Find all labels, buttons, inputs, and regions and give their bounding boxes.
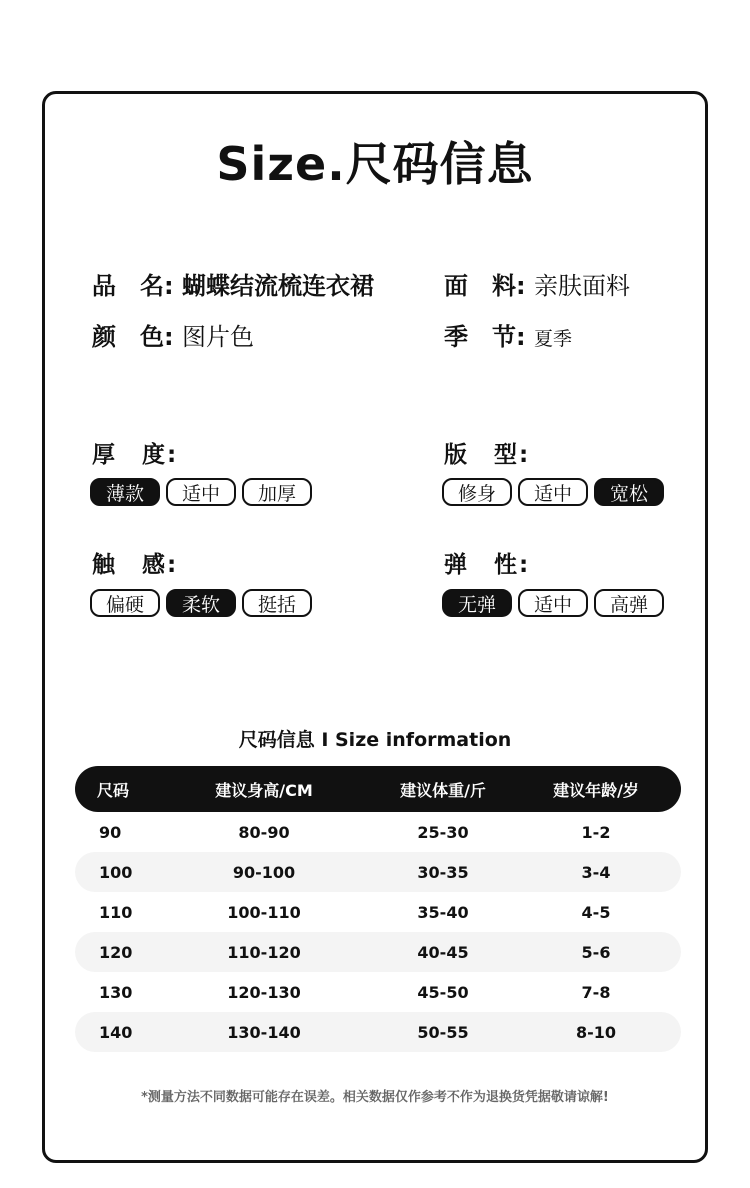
cell-size: 130 [99, 982, 133, 1002]
info-season-row [444, 317, 572, 352]
cell-weight: 25-30 [417, 822, 469, 842]
size-section-title: 尺码信息 I Size information [238, 729, 512, 751]
touch-option: 柔软 [166, 589, 236, 617]
color-value: 图片色 [181, 323, 254, 351]
info-color-row [92, 317, 254, 352]
table-row [75, 932, 681, 972]
info-name-row [92, 266, 374, 301]
cell-weight: 30-35 [417, 862, 469, 882]
cell-age: 1-2 [581, 822, 611, 842]
thickness-label: 厚 度: [92, 442, 179, 468]
cell-height: 80-90 [238, 822, 290, 842]
cell-age: 4-5 [581, 902, 611, 922]
table-row [75, 972, 681, 1012]
fabric-label: 面 料: [444, 272, 526, 300]
color-label: 颜 色: [92, 323, 174, 351]
cell-age: 3-4 [581, 862, 611, 882]
fit-option: 修身 [442, 478, 512, 506]
table-row [75, 892, 681, 932]
touch-option: 挺括 [242, 589, 312, 617]
header-height: 建议身高/CM [215, 780, 313, 800]
fit-options [442, 478, 664, 506]
fit-option: 适中 [518, 478, 588, 506]
cell-weight: 50-55 [417, 1022, 469, 1042]
cell-weight: 35-40 [417, 902, 469, 922]
season-label: 季 节: [444, 323, 526, 351]
touch-option: 偏硬 [90, 589, 160, 617]
cell-size: 120 [99, 942, 133, 962]
thickness-option: 薄款 [90, 478, 160, 506]
header-weight: 建议体重/斤 [400, 780, 486, 800]
page-title: Size.尺码信息 [216, 137, 534, 191]
elasticity-option: 适中 [518, 589, 588, 617]
elasticity-label: 弹 性: [444, 552, 531, 578]
cell-age: 5-6 [581, 942, 611, 962]
disclaimer-note: *测量方法不同数据可能存在误差。相关数据仅作参考不作为退换货凭据敬请谅解! [141, 1090, 609, 1105]
cell-size: 110 [99, 902, 133, 922]
thickness-option: 适中 [166, 478, 236, 506]
cell-height: 90-100 [232, 862, 296, 882]
touch-label: 触 感: [92, 552, 179, 578]
fit-label: 版 型: [444, 442, 531, 468]
elasticity-option: 无弹 [442, 589, 512, 617]
cell-size: 90 [99, 822, 122, 842]
cell-size: 100 [99, 862, 133, 882]
elasticity-options [442, 589, 664, 617]
elasticity-option: 高弹 [594, 589, 664, 617]
table-row [75, 852, 681, 892]
touch-options [90, 589, 312, 617]
size-table [75, 766, 681, 1052]
size-table-header [75, 766, 681, 812]
cell-age: 7-8 [581, 982, 611, 1002]
cell-age: 8-10 [575, 1022, 617, 1042]
table-row [75, 812, 681, 852]
cell-height: 110-120 [227, 942, 301, 962]
thickness-option: 加厚 [242, 478, 312, 506]
cell-weight: 40-45 [417, 942, 469, 962]
header-size: 尺码 [97, 780, 130, 800]
cell-weight: 45-50 [417, 982, 469, 1002]
cell-size: 140 [99, 1022, 133, 1042]
name-label: 品 名: [92, 272, 174, 300]
header-age: 建议年龄/岁 [553, 780, 639, 800]
season-value: 夏季 [533, 328, 572, 350]
cell-height: 130-140 [227, 1022, 301, 1042]
fabric-value: 亲肤面料 [533, 272, 630, 300]
info-fabric-row [444, 266, 630, 301]
name-value: 蝴蝶结流梳连衣裙 [181, 272, 374, 300]
cell-height: 100-110 [227, 902, 301, 922]
fit-option: 宽松 [594, 478, 664, 506]
table-row [75, 1012, 681, 1052]
thickness-options [90, 478, 312, 506]
cell-height: 120-130 [227, 982, 301, 1002]
